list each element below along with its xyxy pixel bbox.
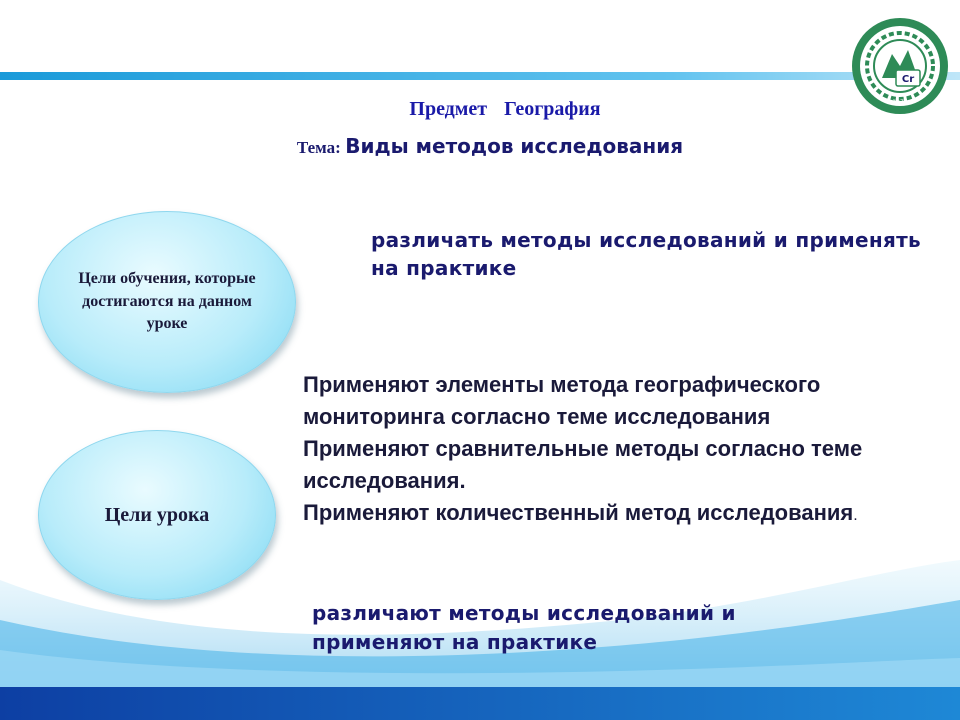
topic-value: Виды методов исследования [345, 134, 684, 158]
header-band [0, 72, 960, 80]
success-criteria-text: различают методы исследований и применяют на практике [312, 601, 736, 654]
topic-title [0, 134, 960, 158]
subject-title [0, 98, 960, 121]
subject-label: Предмет [409, 98, 488, 120]
learning-objective-text: различать методы исследований и применять на практике [371, 228, 921, 280]
subject-value: География [504, 98, 601, 120]
learning-objectives-bubble [38, 211, 296, 393]
lesson-goal-item [303, 497, 943, 532]
logo-year: 1979 [892, 99, 908, 106]
lesson-goal-item-text: Применяют количественный метод исследования [303, 500, 854, 525]
lesson-goals-label: Цели урока [104, 503, 210, 526]
lesson-goal-item: Применяют сравнительные методы согласно теме исследования. [303, 436, 863, 493]
lesson-goal-trailing-dot: . [853, 507, 858, 524]
lesson-goal-item: Применяют элементы метода географического мониторинга согласно теме исследования [303, 372, 821, 429]
lesson-goals-bubble [38, 430, 276, 600]
lesson-goals-list [303, 369, 943, 532]
learning-objectives-label: Цели обучения, которые достигаются на данном уроке [78, 270, 256, 333]
logo-emblem-text: Cr [901, 74, 915, 85]
topic-label: Тема: [296, 138, 341, 157]
